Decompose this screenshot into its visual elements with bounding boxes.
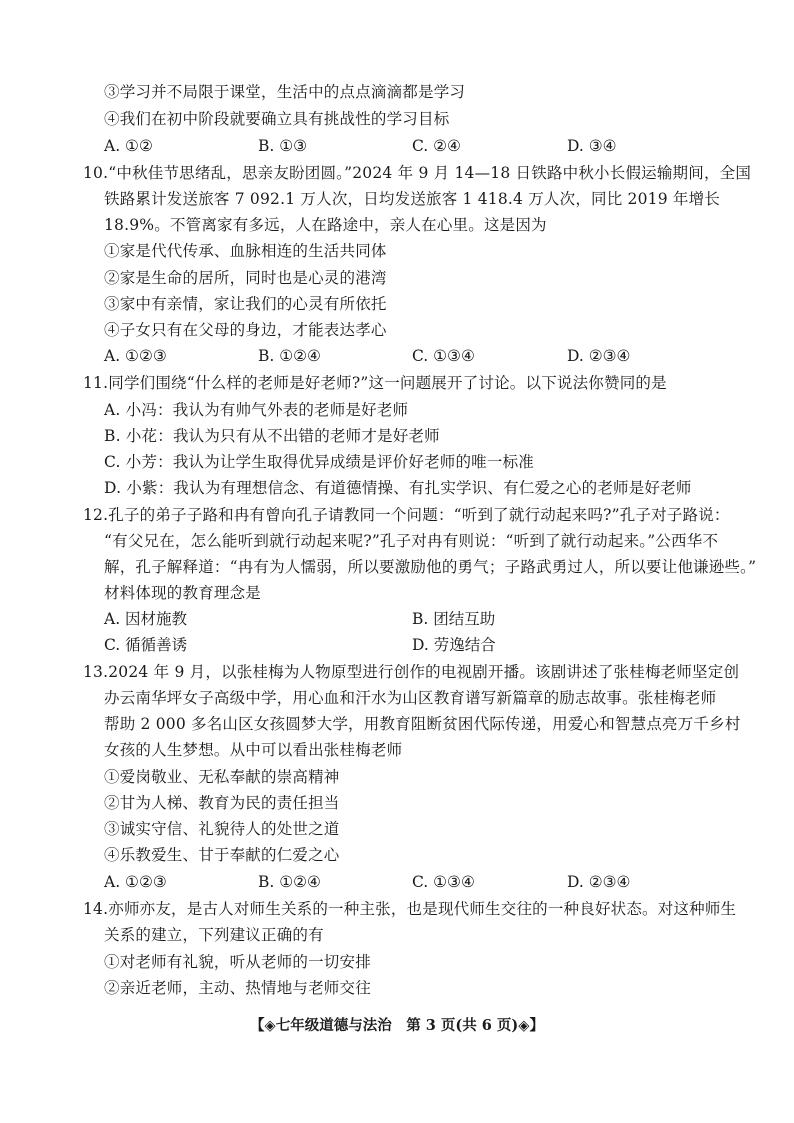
- q11-option-d: D. 小紫：我认为有理想信念、有道德情操、有扎实学识、有仁爱之心的老师是好老师: [104, 479, 692, 497]
- q9-option-b: B. ①③: [258, 137, 308, 155]
- q10-statement-1: ①家是代代传承、血脉相连的生活共同体: [104, 242, 387, 260]
- q10-option-b: B. ①②④: [258, 347, 321, 365]
- q10-option-c: C. ①③④: [412, 347, 475, 365]
- q13-stem-line-2: 办云南华坪女子高级中学，用心血和汗水为山区教育谱写新篇章的励志故事。张桂梅老师: [104, 689, 717, 707]
- q9-statement-4: ④我们在初中阶段就要确立具有挑战性的学习目标: [104, 110, 450, 128]
- q10-statement-4: ④子女只有在父母的身边，才能表达孝心: [104, 321, 387, 339]
- q14-stem-line-1: 14.亦师亦友，是古人对师生关系的一种主张，也是现代师生交往的一种良好状态。对这种师生: [83, 900, 737, 918]
- q10-stem-line-2: 铁路累计发送旅客 7 092.1 万人次，日均发送旅客 1 418.4 万人次，同比 2019 年增长: [104, 190, 721, 208]
- q13-statement-2: ②甘为人梯、教育为民的责任担当: [104, 794, 340, 812]
- q12-option-d: D. 劳逸结合: [412, 636, 496, 654]
- q13-option-c: C. ①③④: [412, 873, 475, 891]
- q13-statement-3: ③诚实守信、礼貌待人的处世之道: [104, 820, 340, 838]
- q13-option-d: D. ②③④: [567, 873, 631, 891]
- q10-stem-line-1: 10.“中秋佳节思绪乱，思亲友盼团圆。”2024 年 9 月 14—18 日铁路中秋小长假运输期间，全国: [83, 164, 752, 182]
- q10-option-a: A. ①②③: [104, 347, 167, 365]
- q13-stem-line-3: 帮助 2 000 多名山区女孩圆梦大学，用教育阻断贫困代际传递，用爱心和智慧点亮万千乡村: [104, 715, 741, 733]
- q12-option-b: B. 团结互助: [412, 610, 496, 628]
- q10-stem-line-3: 18.9%。不管离家有多远，人在路途中，亲人在心里。这是因为: [104, 216, 547, 234]
- q10-option-d: D. ②③④: [567, 347, 631, 365]
- q13-option-b: B. ①②④: [258, 873, 321, 891]
- q11-option-a: A. 小冯：我认为有帅气外表的老师是好老师: [104, 401, 409, 419]
- q10-statement-3: ③家中有亲情，家让我们的心灵有所依托: [104, 295, 387, 313]
- q9-option-d: D. ③④: [567, 137, 617, 155]
- q13-statement-1: ①爱岗敬业、无私奉献的崇高精神: [104, 768, 340, 786]
- q11-option-c: C. 小芳：我认为让学生取得优异成绩是评价好老师的唯一标准: [104, 453, 534, 471]
- q13-option-a: A. ①②③: [104, 873, 167, 891]
- q12-stem-line-2: “有父兄在，怎么能听到就行动起来呢?”孔子对冉有则说：“听到了就行动起来。”公西华不: [104, 532, 719, 550]
- q14-statement-1: ①对老师有礼貌，听从老师的一切安排: [104, 953, 371, 971]
- q9-statement-3: ③学习并不局限于课堂，生活中的点点滴滴都是学习: [104, 83, 466, 101]
- page-footer: 【◈七年级道德与法治 第 3 页(共 6 页)◈】: [250, 1017, 544, 1034]
- q12-stem-line-3: 解，孔子解释道：“冉有为人懦弱，所以要激励他的勇气；子路武勇过人，所以要让他谦逊些。”: [104, 558, 757, 576]
- q13-statement-4: ④乐教爱生、甘于奉献的仁爱之心: [104, 846, 340, 864]
- q13-stem-line-1: 13.2024 年 9 月，以张桂梅为人物原型进行创作的电视剧开播。该剧讲述了张桂梅老师坚定创: [83, 663, 740, 681]
- q13-stem-line-4: 女孩的人生梦想。从中可以看出张桂梅老师: [104, 741, 403, 759]
- q11-option-b: B. 小花：我认为只有从不出错的老师才是好老师: [104, 427, 440, 445]
- q12-stem-line-4: 材料体现的教育理念是: [104, 584, 262, 602]
- q12-stem-line-1: 12.孔子的弟子子路和冉有曾向孔子请教同一个问题：“听到了就行动起来吗?”孔子对子路说：: [83, 506, 730, 524]
- q9-option-a: A. ①②: [104, 137, 153, 155]
- q12-option-c: C. 循循善诱: [104, 636, 188, 654]
- q12-option-a: A. 因材施教: [104, 610, 188, 628]
- q14-stem-line-2: 关系的建立，下列建议正确的有: [104, 926, 324, 944]
- q9-option-c: C. ②④: [412, 137, 461, 155]
- q11-stem: 11.同学们围绕“什么样的老师是好老师?”这一问题展开了讨论。以下说法你赞同的是: [83, 374, 667, 392]
- q14-statement-2: ②亲近老师，主动、热情地与老师交往: [104, 979, 371, 997]
- q10-statement-2: ②家是生命的居所，同时也是心灵的港湾: [104, 269, 387, 287]
